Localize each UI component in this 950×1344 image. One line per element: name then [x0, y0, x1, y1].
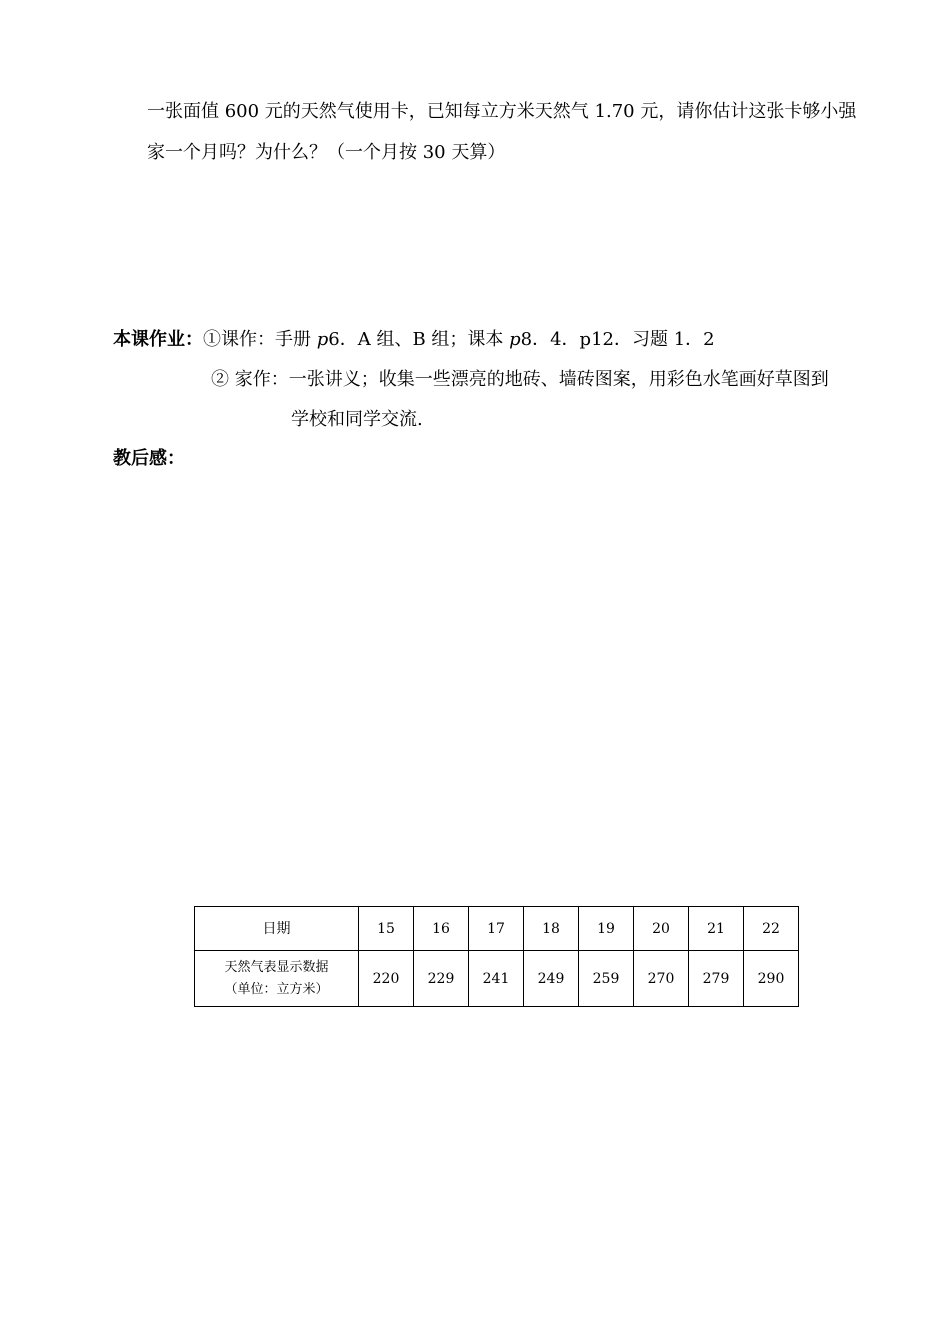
table-header-reading-line-1: 天然气表显示数据 — [224, 959, 329, 975]
table-cell-date: 22 — [744, 907, 799, 951]
table-cell-reading: 229 — [414, 951, 469, 1007]
problem-line-2: 家一个月吗？为什么？（一个月按 30 天算） — [147, 142, 506, 163]
table-cell-date: 15 — [359, 907, 414, 951]
table-cell-reading: 279 — [689, 951, 744, 1007]
homework-label: 本课作业： — [113, 329, 203, 350]
homework-item1-p1: p — [316, 329, 329, 350]
table-cell-reading: 241 — [469, 951, 524, 1007]
table-cell-date: 19 — [579, 907, 634, 951]
table-cell-date: 18 — [524, 907, 579, 951]
homework-item2-line-1: ② 家作：一张讲义；收集一些漂亮的地砖、墙砖图案，用彩色水笔画好草图到 — [211, 369, 829, 390]
table-cell-reading: 259 — [579, 951, 634, 1007]
table-cell-date: 21 — [689, 907, 744, 951]
problem-line-1: 一张面值 600 元的天然气使用卡，已知每立方米天然气 1.70 元，请你估计这张卡够小强 — [147, 101, 857, 122]
homework-item1-p2: p — [509, 329, 521, 350]
table-cell-date: 17 — [469, 907, 524, 951]
gas-meter-table — [194, 906, 799, 1007]
table-row-readings — [195, 951, 799, 1007]
reflection-label: 教后感： — [113, 448, 185, 469]
homework-item1-prefix: ①课作：手册 — [203, 329, 317, 350]
table-cell-reading: 220 — [359, 951, 414, 1007]
table-cell-reading: 290 — [744, 951, 799, 1007]
table-cell-date: 20 — [634, 907, 689, 951]
table-cell-reading: 270 — [634, 951, 689, 1007]
homework-line-1 — [113, 328, 715, 352]
table-header-reading — [195, 951, 359, 1007]
table-row-dates — [195, 907, 799, 951]
table-header-date: 日期 — [195, 907, 359, 951]
homework-item1-mid: 6．A 组、B 组；课本 — [328, 329, 510, 350]
homework-item2-line-2: 学校和同学交流. — [291, 409, 423, 430]
table-cell-reading: 249 — [524, 951, 579, 1007]
homework-item1-suffix: 8．4．p12．习题 1．2 — [520, 329, 715, 350]
table-header-reading-line-2: （单位：立方米） — [224, 981, 329, 997]
table-cell-date: 16 — [414, 907, 469, 951]
